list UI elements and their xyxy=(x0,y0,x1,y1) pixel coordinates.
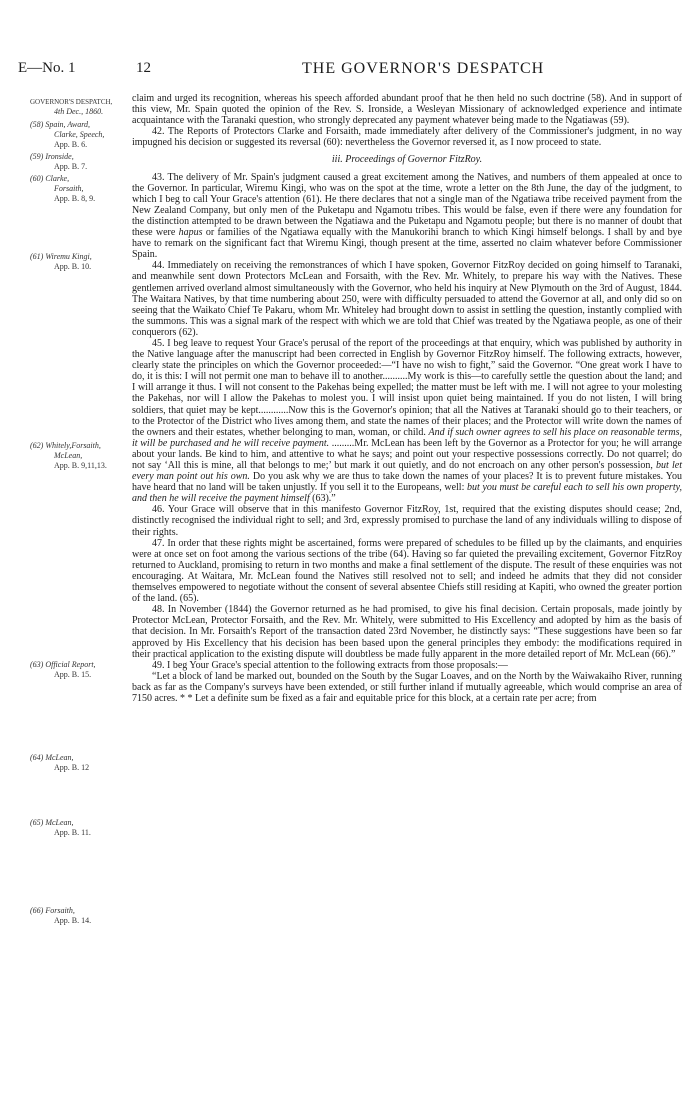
paragraph-43: 43. The delivery of Mr. Spain's judgment caused a great excitement among the Natives, and numbers of them appealed at once to the Governor. In particular, Wiremu Kingi, who was on the spot at the time, wrote a letter on the 8th June, the day of the judgment, to which I beg to call Your Grace's attention (61). He there declares that not a single man of the Ngatiawa tribe received payment from the New Zealand Company, but only men of the Puketapu and Ngamotu tribes. This would be false, even if there were any foundation for the distinction attempted to be drawn between the Ngatiawa and the Puketapu and Ngamotu people; but there is no manner of doubt that these were hapus or families of the Ngatiawa equally with the Manukorihi branch to which Kingi himself belongs. I shall by and bye have to remark on the significant fact that Wiremu Kingi, though present at the time, asserted no claim whatever before Commissioner Spain. xyxy=(132,171,683,261)
paragraph-44: 44. Immediately on receiving the remonstrances of which I have spoken, Governor FitzRoy decided on going himself to Taranaki, and meanwhile sent down Protectors McLean and Forsaith, with the Rev. Mr. Whitely, to prepare his way with the Natives. These gentlemen arrived overland almost simultaneously with the Governor, who held his inquiry at New Plymouth on the 3rd of August, 1844. The Waitara Natives, by that time numbering about 250, were with difficulty persuaded to attend the Governor at all, and only did so on seeing that the Waikato Chief Te Pakaru, whom Mr. Whiteley had brought down to assist in settling the question, instantly complied with the summons. This was a signal mark of the respect with which we are told that Chief was treated by the Ngatiawa people, as one of their conquerors (62). xyxy=(132,260,682,338)
paragraph-49-quote: “Let a block of land be marked out, bounded on the South by the Sugar Loaves, and on the North by the Waiwakaiho River, running back as far as the Company's surveys have been extended, or still further inland if mutually agreeable, which would comprise an area of 7150 acres. * * Let a definite sum be fixed as a fair and equitable price for this block, at a certain rate per acre; from xyxy=(132,670,682,704)
margin-note: (62) Whitely,Forsaith, McLean, App. B. 9,11,13. xyxy=(30,441,107,470)
margin-note: (63) Official Report, App. B. 15. xyxy=(30,660,96,679)
paragraph-47: 47. In order that these rights might be ascertained, forms were prepared of schedules to be filled up by the claimants, and enquiries were at once set on foot among the various sections of the tribe (64). Having so far quieted the prevailing excitement, Governor FitzRoy returned to Auckland, promising to return in two months and make a final settlement of the dispute. The result of these enquiries was not encouraging. At Waitara, Mr. McLean found the Natives still resolved not to sell; and indeed he admits that they did not consider themselves empowered to negotiate without the consent of several absentee Chiefs still residing at Kapiti, who owned the greater portion of the land. (65). xyxy=(132,537,682,605)
margin-note: GOVERNOR'S DESPATCH, 4th Dec., 1860. xyxy=(30,98,113,116)
paragraph-48: 48. In November (1844) the Governor returned as he had promised, to give his final decision. Certain proposals, made jointly by Protector McLean, Protector Forsaith, and the Rev. Mr. Whitely, were submitted to His Excellency and adopted by him as the basis of that decision. In Mr. Forsaith's Report of the transaction dated 23rd November, he distinctly says: “These suggestions have been so far approved by His Excellency that his decision has been based upon the general principles they embody: the modifications required in their practical application to the existing dispute will doubtless be made fully apparent in the more detailed report of Mr. McLean (66).” xyxy=(132,604,682,660)
page-header xyxy=(18,60,684,82)
paragraph-intro: claim and urged its recognition, whereas his speech afforded abundant proof that he then held no such doctrine (58). And in support of this view, Mr. Spain quoted the opinion of the Rev. S. Ironside, a Wesleyan Missionary of acknowledged experience and intimate acquaintance with the Taranaki question, who strongly deprecated any payment whatever being made to the Ngatiawas (59). xyxy=(132,93,682,127)
margin-note: (58) Spain, Award, Clarke, Speech, App. B. 6. xyxy=(30,120,105,149)
section-subheading: iii. Proceedings of Governor FitzRoy. xyxy=(331,154,483,166)
page-number: 12 xyxy=(136,60,151,76)
paragraph-42: 42. The Reports of Protectors Clarke and Forsaith, made immediately after delivery of the Commissioner's judgment, in no way impugned his decision or suggested its reversal (60): nevertheless the Governor reversed it, as I now proceed to state. xyxy=(132,126,682,149)
paragraph-46: 46. Your Grace will observe that in this manifesto Governor FitzRoy, 1st, required that the existing disputes should cease; 2nd, distinctly recognised the individual right to sell; and 3rd, expressly promised to purchase the land of any individuals willing to dispose of their rights. xyxy=(132,504,682,538)
margin-note: (65) McLean, App. B. 11. xyxy=(30,818,91,837)
margin-note: (61) Wiremu Kingi, App. B. 10. xyxy=(30,252,92,271)
paragraph-49: 49. I beg Your Grace's special attention to the following extracts from those proposals:— xyxy=(152,659,508,671)
margin-note: (59) Ironside, App. B. 7. xyxy=(30,152,88,171)
paragraph-45: 45. I beg leave to request Your Grace's perusal of the report of the proceedings at that enquiry, which was published by authority in the Native language after the manuscript had been corrected in English by Governor FitzRoy himself. The following extracts, however, clearly state the principles on which the Governor proceeded:—“I have no wish to fight,” said the Governor. “One great work I have to do, it is this: I will not permit one man to behave ill to another..........My work is this—to carefully settle the question about the land; and I will arrange it thus. I will not consent to the Pakehas being expelled; the matter must be left with me. I will not agree to your molesting the Pakehas, nor will I allow the Pakehas to molest you. I will insist upon quiet being maintained. If you do not listen, I will bring soldiers, that quiet may be kept............Now this is the Governor's opinion; that all the Natives at Taranaki should go to their teachers, or to the Protector of the District who lives among them, and state the names of their places; and the Protector will write down the names of the owners and their estates, whether belonging to man, woman, or child. And if such owner agrees to sell his place on reasonable terms, it will be purchased and he will receive payment. .........Mr. McLean has been left by the Governor as a Protector for you; he will arrange about your lands. Be kind to him, and attentive to what he says; and point out your respective possessions correctly. Do not quarrel; do not say ‘All this is mine, all that belongs to me;’ but mark it out quietly, and do not encroach on any other person's possession, but let every man point out his own. Do you ask why we are thus to take down the names of your places? It is to prevent future mistakes. You have heard that no land will be taken unjustly. If you sell it to the Europeans, well: but you must be careful each to sell his own property, and then he will receive the payment himself (63).” xyxy=(132,337,683,505)
running-title: THE GOVERNOR'S DESPATCH xyxy=(302,60,545,77)
body-text xyxy=(132,93,682,704)
margin-note: (60) Clarke, Forsaith, App. B. 8, 9. xyxy=(30,174,96,203)
margin-note: (66) Forsaith, App. B. 14. xyxy=(30,906,92,925)
margin-note: (64) McLean, App. B. 12 xyxy=(30,753,90,772)
parliamentary-paper-number: E—No. 1 xyxy=(18,60,76,76)
